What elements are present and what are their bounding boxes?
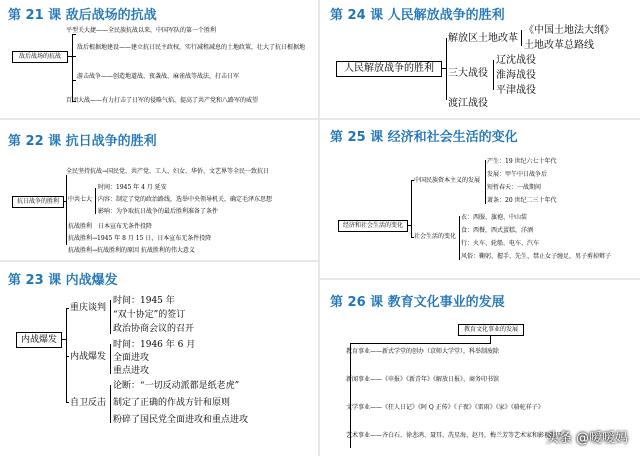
connector (493, 60, 494, 90)
lesson-26-title: 第 26 课 教育文化事业的发展 (330, 295, 505, 310)
lesson-23-group: 重庆谈判 (70, 303, 107, 313)
lesson-22-subgroup: 中共七大 (68, 196, 93, 203)
lesson-23-item: 政治协商会议的召开 (113, 324, 195, 334)
lesson-25-item: 行：火车、轮船、电车、汽车 (461, 240, 540, 247)
lesson-24-item: 淮海战役 (496, 70, 536, 81)
connector (446, 38, 447, 100)
connector (72, 56, 76, 57)
lesson-24-group: 解放区土地改革 (448, 33, 518, 44)
connector (66, 356, 69, 357)
connector (72, 34, 76, 35)
lesson-23-group: 内战爆发 (70, 352, 107, 362)
lesson-26-item: 文学事业——《狂人日记》《阿 Q 正传》《子夜》《雷雨》《家》《骆驼祥子》 (346, 404, 544, 411)
connector (66, 402, 69, 403)
lesson-24-item: 平津战役 (496, 85, 536, 96)
connector (411, 180, 412, 238)
lesson-25-group: 社会生活的变化 (414, 233, 457, 240)
lesson-23-root: 内战爆发 (16, 332, 62, 348)
lesson-22-item: 时间：1945 年 4 月 延安 (98, 184, 167, 191)
connector (350, 343, 491, 344)
connector (66, 308, 67, 402)
lesson-24-group: 渡江战役 (448, 98, 488, 109)
lesson-24-item: 《中国土地法大纲》 (524, 25, 614, 36)
lesson-25-root: 经济和社会生活的变化 (338, 220, 408, 232)
lesson-23-item: 论断：“一切反动派都是纸老虎” (113, 381, 240, 391)
lesson-21-title: 第 21 课 敌后战场的抗战 (8, 8, 157, 23)
lesson-23-item: 粉碎了国民党全面进攻和重点进攻 (113, 415, 249, 425)
lesson-23-item: 制定了正确的作战方针和原则 (113, 398, 231, 408)
lesson-23-item: 时间：1945 年 (113, 296, 175, 306)
connector (459, 216, 460, 260)
lesson-23-item: 重点进攻 (113, 366, 150, 376)
lesson-23-item: “双十协定”的签订 (113, 310, 186, 320)
lesson-26-item: 艺术事业——齐白石、徐悲鸿、聂耳、冼星海、赵丹，梅兰芳等艺术家和影视明星 (346, 432, 563, 439)
connector (72, 34, 73, 102)
lesson-21-panel (0, 0, 318, 118)
lesson-22-root: 抗日战争的胜利 (12, 196, 64, 208)
lesson-25-title: 第 25 课 经济和社会生活的变化 (330, 130, 518, 145)
lesson-22-item: 抗战胜利→1945 年 8 月 15 日，日本宣布无条件投降 (68, 235, 212, 242)
connector (95, 188, 96, 214)
lesson-23-panel (0, 262, 318, 456)
lesson-24-group: 三大战役 (448, 68, 488, 79)
lesson-23-item: 全面进攻 (113, 353, 150, 363)
lesson-23-title: 第 23 课 内战爆发 (8, 273, 118, 288)
lesson-21-item: 敌后根据地建设——建立抗日民主政权，实行减租减息的土地政策，壮大了抗日根据地 (77, 44, 306, 51)
lesson-25-item: 短暂春天：一战期间 (487, 184, 542, 191)
connector (66, 175, 67, 245)
lesson-22-item: 内容：制定了党的政治路线，选举中央领导机关，确定毛泽东思想 (98, 196, 273, 203)
lesson-25-item: 风俗：鞠躬、握手、先生、禁止女子缠足，男子剪掉辫子 (461, 253, 612, 260)
lesson-24-item: 辽沈战役 (496, 55, 536, 66)
lesson-26-item: 新闻事业——《申报》《新青年》《解放日报》、商务印书馆 (346, 376, 500, 383)
lesson-22-item: 抗战胜利→抗战胜利的原因 抗战胜利的伟大意义 (68, 247, 195, 254)
lesson-22-panel (0, 120, 318, 260)
lesson-26-root: 教育文化事业的发展 (458, 324, 524, 336)
lesson-26-item: 教育事业——新式学堂的创办（京师大学堂），科举制废除 (346, 348, 500, 355)
connector (110, 385, 111, 423)
lesson-25-item: 衣：西服、旗袍、中山装 (461, 214, 528, 221)
lesson-25-group: 中国民族资本主义的发展 (414, 177, 481, 184)
connector (490, 335, 491, 343)
lesson-25-panel (320, 120, 640, 278)
connector (110, 300, 111, 334)
lesson-22-title: 第 22 课 抗日战争的胜利 (8, 134, 157, 149)
connector (72, 80, 76, 81)
lesson-24-root: 人民解放战争的胜利 (336, 61, 442, 77)
lesson-22-line: 全民坚持抗战→国民党、共产党、工人、妇女、华侨、文艺界等全民一致抗日 (66, 168, 270, 175)
lesson-21-item: 游击战争——创造地道战、夜袭战、麻雀战等战法，打击日军 (77, 73, 240, 80)
lesson-23-item: 时间：1946 年 6 月 (113, 340, 196, 350)
connector (66, 308, 69, 309)
watermark: 头条 @嗳嗳妈 (545, 431, 628, 446)
lesson-23-group: 自卫反击 (70, 398, 107, 408)
lesson-21-item: 平型关大捷——全民族抗战以来，中国军队的第一个胜利 (66, 27, 217, 34)
lesson-25-item: 食：西餐，西式蛋糕，洋酒 (461, 227, 534, 234)
connector (485, 160, 486, 204)
lesson-21-item: 百团大战——有力打击了日军的侵略气焰，提高了共产党和八路军的威望 (66, 97, 259, 104)
lesson-21-root: 敌后战场的抗战 (12, 51, 68, 63)
lesson-24-panel (320, 0, 640, 118)
connector (110, 344, 111, 374)
lesson-25-item: 发展：甲午中日战争后 (487, 171, 548, 178)
lesson-25-item: 产生：19 世纪六七十年代 (487, 158, 557, 165)
lesson-22-item: 日本宣布无条件投降 (98, 223, 153, 230)
lesson-24-item: 土地改革总路线 (524, 40, 594, 51)
lesson-22-subgroup: 抗战胜利 (68, 223, 93, 230)
lesson-25-item: 萧条：20 世纪二三十年代 (487, 197, 557, 204)
lesson-24-title: 第 24 课 人民解放战争的胜利 (330, 8, 505, 23)
lesson-22-item: 影响：为争取抗日战争的最后胜利准备了条件 (98, 208, 219, 215)
connector (521, 30, 522, 46)
